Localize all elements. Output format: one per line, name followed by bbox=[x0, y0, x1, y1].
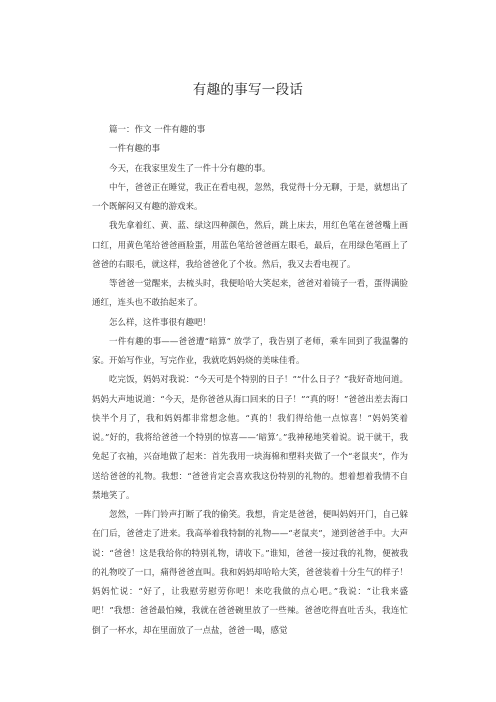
paragraph: 忽然，一阵门铃声打断了我的偷笑。我想，肯定是爸爸，便叫妈妈开门，自己躲在门后，爸爸走了进来。我高举着我特制的礼物——“老鼠夹”，递到爸爸手中。大声说：“爸爸！这是我给你的特别礼物，请收下。”谁知，爸爸一接过我的礼物，便被我的礼物咬了一口，痛得爸爸直叫。我和妈妈却哈哈大笑，爸爸装着十分生气的样子！妈妈忙说：“好了，让我慰劳慰劳你吧！来吃我做的点心吧。”我说：“让我来盛吧！”我想：爸爸最怕辣，我就在爸爸碗里放了一些辣。爸爸吃得直吐舌头，我连忙倒了一杯水，却在里面放了一点盐，爸爸一喝，感觉 bbox=[92, 510, 408, 636]
paragraph: 一件有趣的事——爸爸遭“暗算” 放学了，我告别了老师，乘车回到了我温馨的家。开始写作业，写完作业，我就吃妈妈烧的美味佳肴。 bbox=[92, 336, 408, 366]
document-body bbox=[92, 121, 408, 641]
paragraph: 等爸爸一觉醒来，去梳头时，我便哈哈大笑起来，爸爸对着镜子一看，蛋得满脸通红，连头也不敢抬起来了。 bbox=[92, 279, 408, 309]
paragraph: 中午，爸爸正在睡觉，我正在看电视，忽然，我觉得十分无聊，于是，就想出了一个既解闷又有趣的游戏来。 bbox=[92, 182, 408, 212]
paragraph: 我先拿着红、黄、蓝、绿这四种颜色，然后，跳上床去，用红色笔在爸爸嘴上画口红，用黄色笔给爸爸画脸蛋，用蓝色笔给爸爸画左眼毛，最后，在用绿色笔画上了爸爸的右眼毛，就这样，我给爸爸化了个妆。然后，我又去看电视了。 bbox=[92, 221, 408, 270]
paragraph: 吃完饭，妈妈对我说：“今天可是个特别的日子！”“什么日子？”我好奇地问道。妈妈大声地说道：“今天，是你爸爸从海口回来的日子！”“真的呀！”爸爸出差去海口快半个月了，我和妈妈都非常想念他。“真的！我们得给他一点惊喜！”妈妈笑着说。”好的，我将给爸爸一个特别的惊喜——‘暗算’。”我神秘地笑着说。说干就干，我免起了衣袖，兴奋地做了起来：首先我用一块海棉和塑料夹做了一个“老鼠夹”，作为送给爸爸的礼物。我想：“爸爸肯定会喜欢我这份特别的礼物的。想着想着我情不自禁地笑了。 bbox=[92, 375, 408, 501]
paragraph: 今天，在我家里发生了一件十分有趣的事。 bbox=[109, 163, 271, 174]
paragraph: 篇一：作文 一件有趣的事 bbox=[109, 125, 206, 135]
document-title: 有趣的事写一段话 bbox=[192, 82, 304, 98]
paragraph: 一件有趣的事 bbox=[109, 144, 161, 155]
paragraph: 怎么样，这件事很有趣吧！ bbox=[109, 317, 212, 328]
